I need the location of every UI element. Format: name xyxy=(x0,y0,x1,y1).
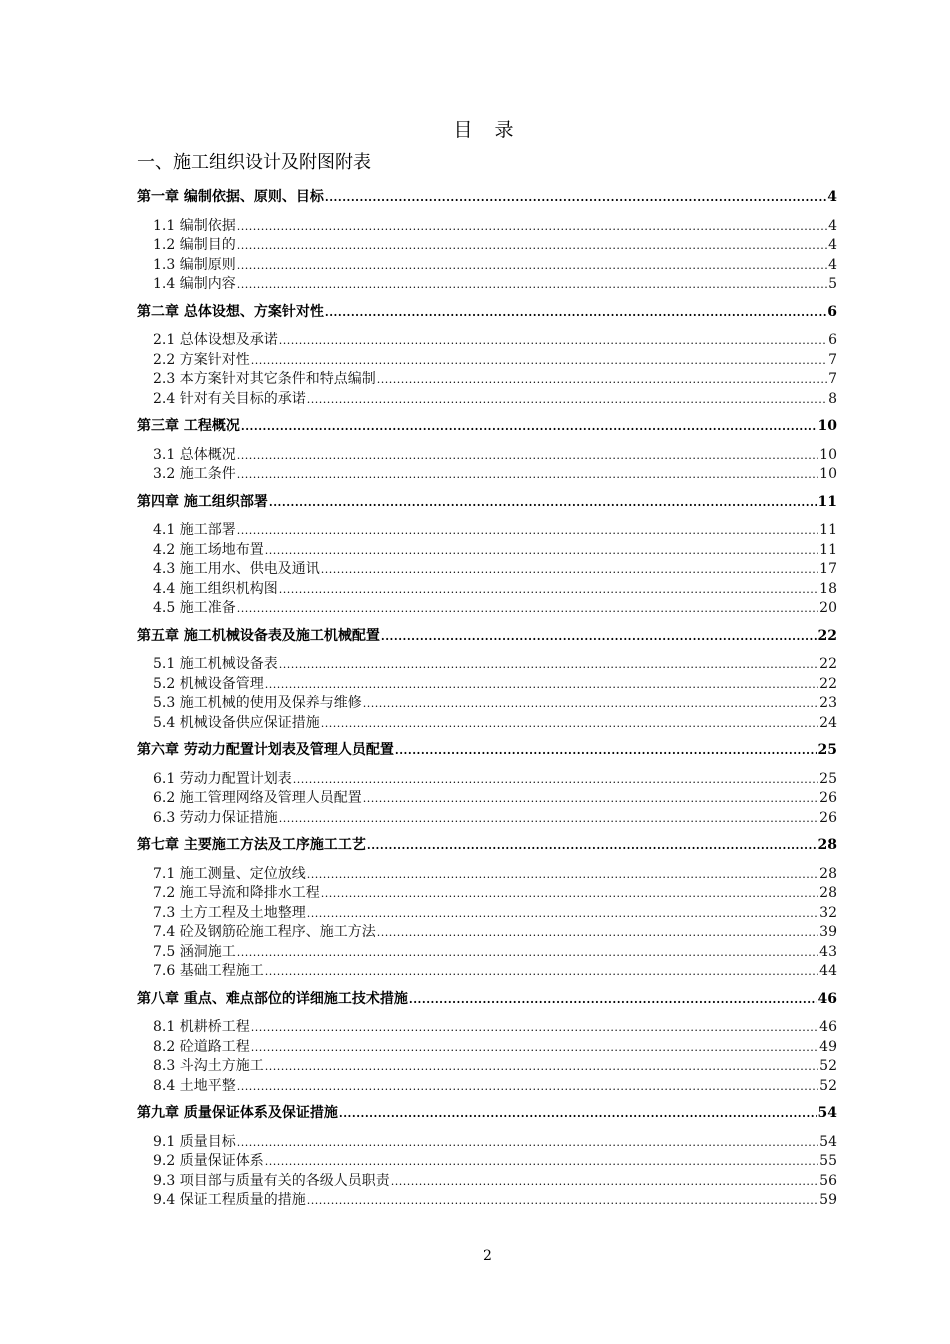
toc-chapter[interactable]: 第四章 施工组织部署 ..... 11 xyxy=(137,493,837,513)
toc-entry[interactable]: 2.1 总体设想及承诺 ..... 6 xyxy=(137,331,837,351)
toc-group-1 xyxy=(137,188,837,295)
toc-entry[interactable]: 7.4 砼及钢筋砼施工程序、施工方法 ..... 39 xyxy=(137,923,837,943)
toc-entry[interactable]: 8.2 砼道路工程 ..... 49 xyxy=(137,1038,837,1058)
toc-entry[interactable]: 4.5 施工准备 ..... 20 xyxy=(137,599,837,619)
section-heading: 一、施工组织设计及附图附表 xyxy=(137,152,371,173)
toc-group-6 xyxy=(137,741,837,828)
toc-entry[interactable]: 5.1 施工机械设备表 ..... 22 xyxy=(137,655,837,675)
toc-group-3 xyxy=(137,417,837,485)
toc-entry[interactable]: 5.3 施工机械的使用及保养与维修 ..... 23 xyxy=(137,694,837,714)
toc-entry[interactable]: 4.1 施工部署 ..... 11 xyxy=(137,521,837,541)
toc-entry[interactable]: 3.2 施工条件 ..... 10 xyxy=(137,465,837,485)
toc-entry[interactable]: 8.1 机耕桥工程 ..... 46 xyxy=(137,1018,837,1038)
page-number: 2 xyxy=(483,1248,492,1264)
toc-group-4 xyxy=(137,493,837,619)
table-of-contents xyxy=(137,188,837,1219)
toc-group-8 xyxy=(137,990,837,1097)
toc-entry[interactable]: 6.1 劳动力配置计划表 ..... 25 xyxy=(137,770,837,790)
toc-entry[interactable]: 4.2 施工场地布置 ..... 11 xyxy=(137,541,837,561)
toc-group-7 xyxy=(137,836,837,982)
toc-entry[interactable]: 9.1 质量目标 ..... 54 xyxy=(137,1133,837,1153)
toc-entry[interactable]: 1.2 编制目的 ..... 4 xyxy=(137,236,837,256)
toc-chapter[interactable]: 第九章 质量保证体系及保证措施 ..... 54 xyxy=(137,1104,837,1124)
toc-group-2 xyxy=(137,303,837,410)
toc-chapter[interactable]: 第七章 主要施工方法及工序施工工艺 ..... 28 xyxy=(137,836,837,856)
toc-entry[interactable]: 7.6 基础工程施工 ..... 44 xyxy=(137,962,837,982)
toc-group-5 xyxy=(137,627,837,734)
toc-group-9 xyxy=(137,1104,837,1211)
toc-entry[interactable]: 2.2 方案针对性 ..... 7 xyxy=(137,351,837,371)
toc-entry[interactable]: 8.3 斗沟土方施工 ..... 52 xyxy=(137,1057,837,1077)
toc-chapter[interactable]: 第三章 工程概况 ..... 10 xyxy=(137,417,837,437)
toc-entry[interactable]: 7.2 施工导流和降排水工程 ..... 28 xyxy=(137,884,837,904)
toc-title: 目 录 xyxy=(453,119,522,141)
toc-entry[interactable]: 6.2 施工管理网络及管理人员配置 ..... 26 xyxy=(137,789,837,809)
toc-chapter[interactable]: 第一章 编制依据、原则、目标 ..... 4 xyxy=(137,188,837,208)
toc-entry[interactable]: 7.3 土方工程及土地整理 ..... 32 xyxy=(137,904,837,924)
toc-chapter[interactable]: 第八章 重点、难点部位的详细施工技术措施 ..... 46 xyxy=(137,990,837,1010)
toc-entry[interactable]: 3.1 总体概况 ..... 10 xyxy=(137,446,837,466)
toc-entry[interactable]: 9.4 保证工程质量的措施 ..... 59 xyxy=(137,1191,837,1211)
toc-entry[interactable]: 6.3 劳动力保证措施 ..... 26 xyxy=(137,809,837,829)
toc-chapter[interactable]: 第二章 总体设想、方案针对性 ..... 6 xyxy=(137,303,837,323)
toc-entry[interactable]: 7.1 施工测量、定位放线 ..... 28 xyxy=(137,865,837,885)
toc-entry[interactable]: 7.5 涵洞施工 ..... 43 xyxy=(137,943,837,963)
toc-entry[interactable]: 1.1 编制依据 ..... 4 xyxy=(137,217,837,237)
toc-entry[interactable]: 9.3 项目部与质量有关的各级人员职责 ..... 56 xyxy=(137,1172,837,1192)
toc-entry[interactable]: 4.4 施工组织机构图 ..... 18 xyxy=(137,580,837,600)
toc-entry[interactable]: 1.3 编制原则 ..... 4 xyxy=(137,256,837,276)
toc-entry[interactable]: 2.3 本方案针对其它条件和特点编制 ..... 7 xyxy=(137,370,837,390)
toc-chapter[interactable]: 第六章 劳动力配置计划表及管理人员配置 ..... 25 xyxy=(137,741,837,761)
toc-entry[interactable]: 5.4 机械设备供应保证措施 ..... 24 xyxy=(137,714,837,734)
toc-entry[interactable]: 1.4 编制内容 ..... 5 xyxy=(137,275,837,295)
toc-entry[interactable]: 2.4 针对有关目标的承诺 ..... 8 xyxy=(137,390,837,410)
toc-entry[interactable]: 4.3 施工用水、供电及通讯 ..... 17 xyxy=(137,560,837,580)
toc-entry[interactable]: 8.4 土地平整 ..... 52 xyxy=(137,1077,837,1097)
toc-entry[interactable]: 5.2 机械设备管理 ..... 22 xyxy=(137,675,837,695)
toc-chapter[interactable]: 第五章 施工机械设备表及施工机械配置 ..... 22 xyxy=(137,627,837,647)
toc-entry[interactable]: 9.2 质量保证体系 ..... 55 xyxy=(137,1152,837,1172)
